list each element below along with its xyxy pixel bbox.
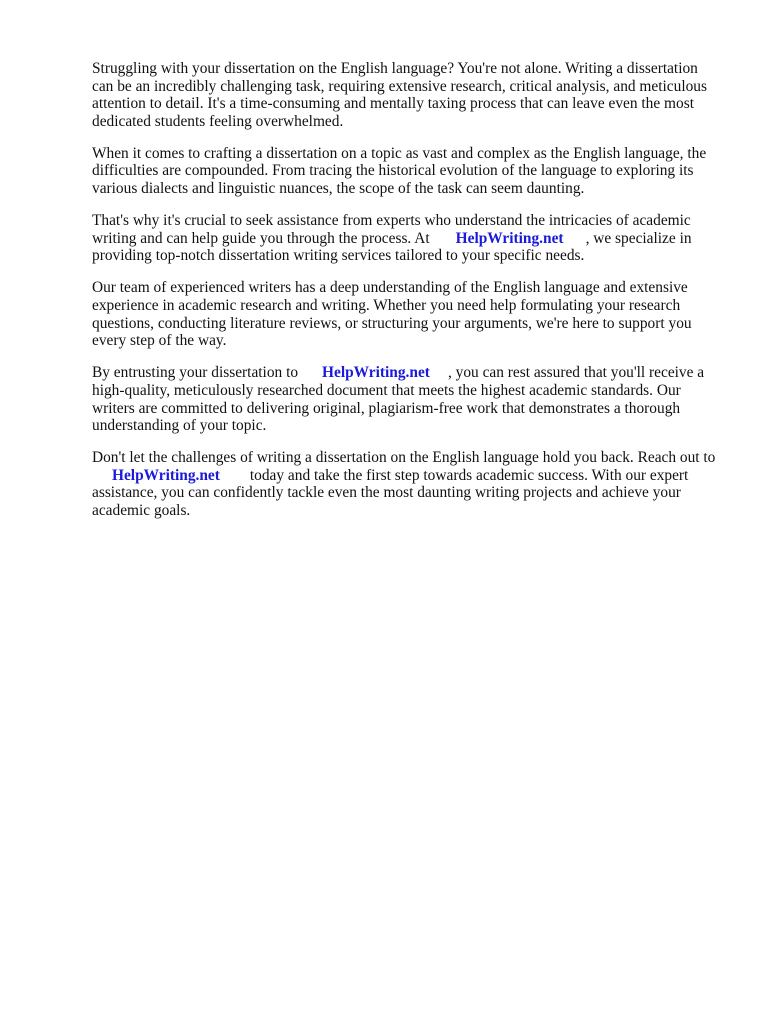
text-line: That's why it's crucial to seek assistance from experts who understand the intricacies of academic (92, 212, 691, 230)
paragraph-team (92, 279, 732, 349)
paragraph-intro (92, 60, 732, 130)
text-line: understanding of your topic. (92, 417, 267, 435)
text-line: , you can rest assured that you'll receive a (447, 364, 705, 382)
helpwriting-link[interactable]: HelpWriting.net (455, 229, 564, 247)
paragraph-difficulties (92, 145, 732, 198)
document-body (92, 60, 732, 534)
text-line: When it comes to crafting a dissertation on a topic as vast and complex as the English language, the (92, 144, 707, 162)
text-line: providing top-notch dissertation writing services tailored to your specific needs. (92, 247, 585, 265)
text-line: assistance, you can confidently tackle even the most daunting writing projects and achieve your (92, 484, 681, 502)
text-line: difficulties are compounded. From tracing the historical evolution of the language to exploring its (92, 162, 694, 180)
paragraph-entrusting (92, 364, 732, 434)
text-line: Our team of experienced writers has a deep understanding of the English language and extensive (92, 279, 688, 297)
text-line: , we specialize in (585, 229, 692, 247)
text-line: high-quality, meticulously researched document that meets the highest academic standards. Our (92, 381, 681, 399)
text-line: can be an incredibly challenging task, requiring extensive research, critical analysis, and meticulous (92, 77, 707, 95)
text-line: today and take the first step towards academic success. With our expert (249, 466, 689, 484)
text-line: experience in academic research and writing. Whether you need help formulating your research (92, 297, 681, 315)
paragraph-call-to-action (92, 449, 732, 519)
text-line: Struggling with your dissertation on the English language? You're not alone. Writing a dissertation (92, 60, 698, 77)
text-line: writers are committed to delivering original, plagiarism-free work that demonstrates a thorough (92, 399, 681, 417)
text-line: academic goals. (92, 501, 191, 519)
paragraph-assistance (92, 212, 732, 265)
text-line: every step of the way. (92, 332, 227, 350)
helpwriting-link[interactable]: HelpWriting.net (322, 364, 430, 382)
text-line: attention to detail. It's a time-consuming and mentally taxing process that can leave even the most (92, 95, 694, 113)
text-line: questions, conducting literature reviews, or structuring your arguments, we're here to support you (92, 314, 692, 332)
text-line: dedicated students feeling overwhelmed. (92, 112, 344, 130)
text-line: writing and can help guide you through the process. At (92, 229, 430, 247)
helpwriting-link[interactable]: HelpWriting.net (112, 466, 220, 484)
text-line: various dialects and linguistic nuances, the scope of the task can seem daunting. (92, 180, 585, 198)
text-line: By entrusting your dissertation to (92, 364, 299, 382)
text-line: Don't let the challenges of writing a dissertation on the English language hold you back. Reach out to (92, 449, 716, 467)
